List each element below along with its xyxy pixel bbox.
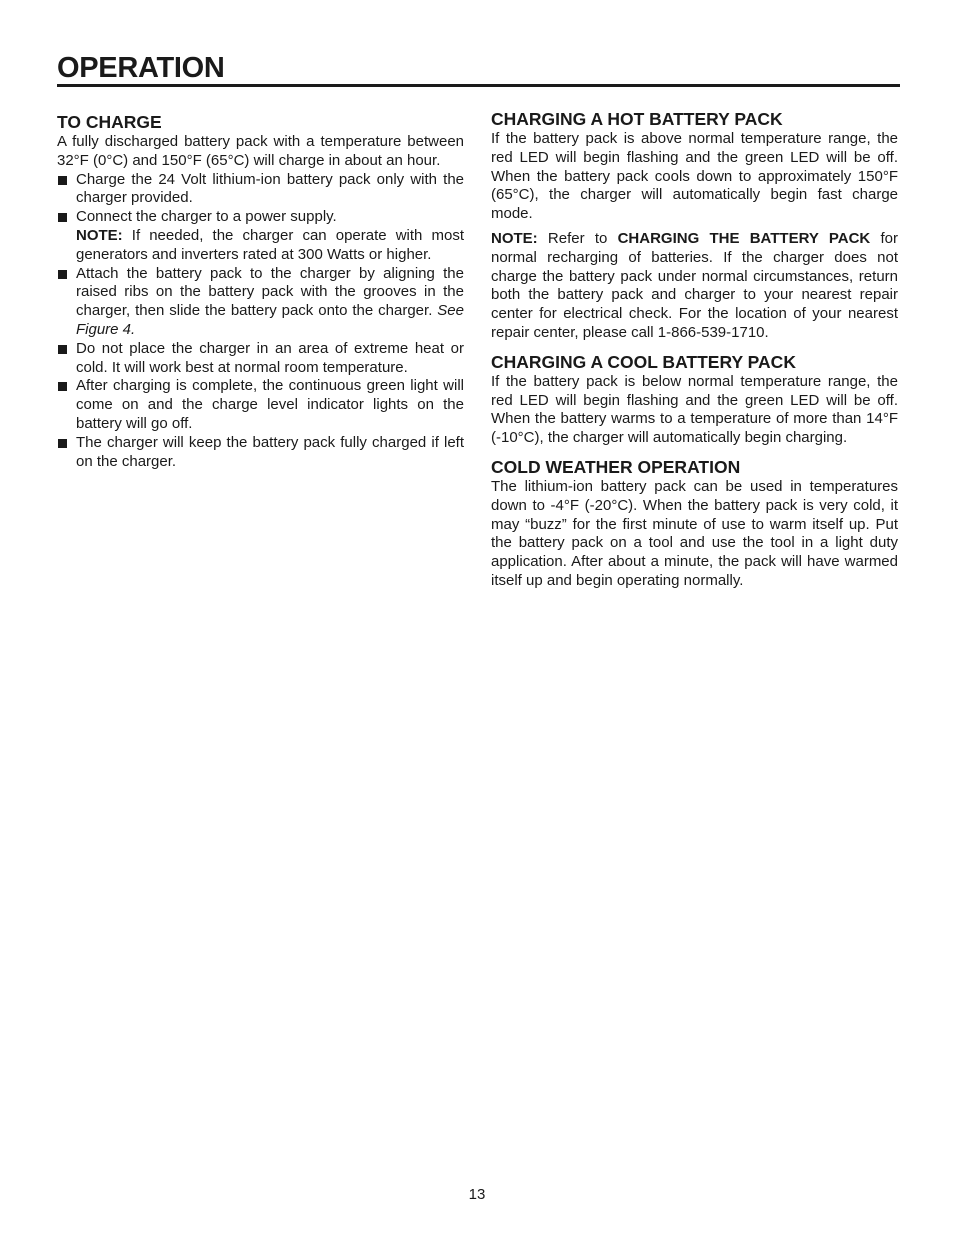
hot-battery-note <box>491 230 898 343</box>
figure-reference: See Figure 4. <box>76 302 464 338</box>
to-charge-list <box>57 171 464 472</box>
hot-battery-paragraph: If the battery pack is above normal temperature range, the red LED will begin flashing and the green LED will be off. When the battery pack cools down to approximately 150°F (65°C), the charger will automatically begin fast charge mode. <box>491 130 898 223</box>
list-item <box>57 171 464 209</box>
list-item <box>57 434 464 472</box>
square-bullet-icon <box>58 345 67 354</box>
hot-battery-heading: CHARGING A HOT BATTERY PACK <box>491 109 783 129</box>
note-text: If needed, the charger can operate with most generators and inverters rated at 300 Watts or higher. <box>76 226 464 263</box>
note-label: NOTE: <box>76 226 123 244</box>
hot-battery-section <box>491 109 898 343</box>
to-charge-intro: A fully discharged battery pack with a temperature between 32°F (0°C) and 150°F (65°C) will charge in about an hour. <box>57 133 464 169</box>
cool-battery-paragraph: If the battery pack is below normal temperature range, the red LED will begin flashing and the green LED will be off. When the battery warms to a temperature of more than 14°F (-10°C), the charger will automatically begin charging. <box>491 372 898 447</box>
to-charge-heading: TO CHARGE <box>57 112 162 132</box>
square-bullet-icon <box>58 213 67 222</box>
left-column <box>57 112 464 480</box>
cold-weather-section <box>491 457 898 591</box>
right-column <box>491 109 898 600</box>
list-item-text: Connect the charger to a power supply. <box>76 208 337 226</box>
to-charge-section <box>57 112 464 471</box>
cool-battery-section <box>491 352 898 448</box>
list-item-text: Charge the 24 Volt lithium-ion battery pack only with the charger provided. <box>76 170 464 207</box>
title-divider <box>57 84 900 87</box>
page-title: OPERATION <box>57 52 225 84</box>
square-bullet-icon <box>58 176 67 185</box>
list-item-text: Do not place the charger in an area of extreme heat or cold. It will work best at normal room temperature. <box>76 339 464 376</box>
cold-weather-paragraph: The lithium-ion battery pack can be used in temperatures down to -4°F (-20°C). When the battery pack is very cold, it may “buzz” for the first minute of use to warm itself up. Put the battery pack on a tool and use the tool in a light duty application. After about a minute, the pack will have warmed itself up and begin operating normally. <box>491 477 898 589</box>
list-item-text: After charging is complete, the continuous green light will come on and the charge level indicator lights on the battery will go off. <box>76 377 464 432</box>
note-label: NOTE: <box>491 229 538 247</box>
note-text: for normal recharging of batteries. If the charger does not charge the battery pack under normal circumstances, return both the battery pack and charger to your nearest repair center for electrical check. For the location of your nearest repair center, please call 1-866-539-1710. <box>491 229 898 341</box>
section-reference: CHARGING THE BATTERY PACK <box>617 229 871 247</box>
list-item <box>57 208 464 264</box>
list-item-text: Attach the battery pack to the charger by aligning the raised ribs on the battery pack with the grooves in the charger, then slide the battery pack onto the charger. <box>76 264 464 320</box>
note-text: Refer to <box>537 229 618 247</box>
list-item <box>57 265 464 340</box>
list-item <box>57 340 464 378</box>
cool-battery-heading: CHARGING A COOL BATTERY PACK <box>491 351 796 372</box>
square-bullet-icon <box>58 270 67 279</box>
square-bullet-icon <box>58 439 67 448</box>
list-item <box>57 377 464 433</box>
list-item-text: The charger will keep the battery pack fully charged if left on the charger. <box>76 433 464 470</box>
square-bullet-icon <box>58 382 67 391</box>
page-number: 13 <box>468 1186 486 1203</box>
cold-weather-heading: COLD WEATHER OPERATION <box>491 456 741 477</box>
